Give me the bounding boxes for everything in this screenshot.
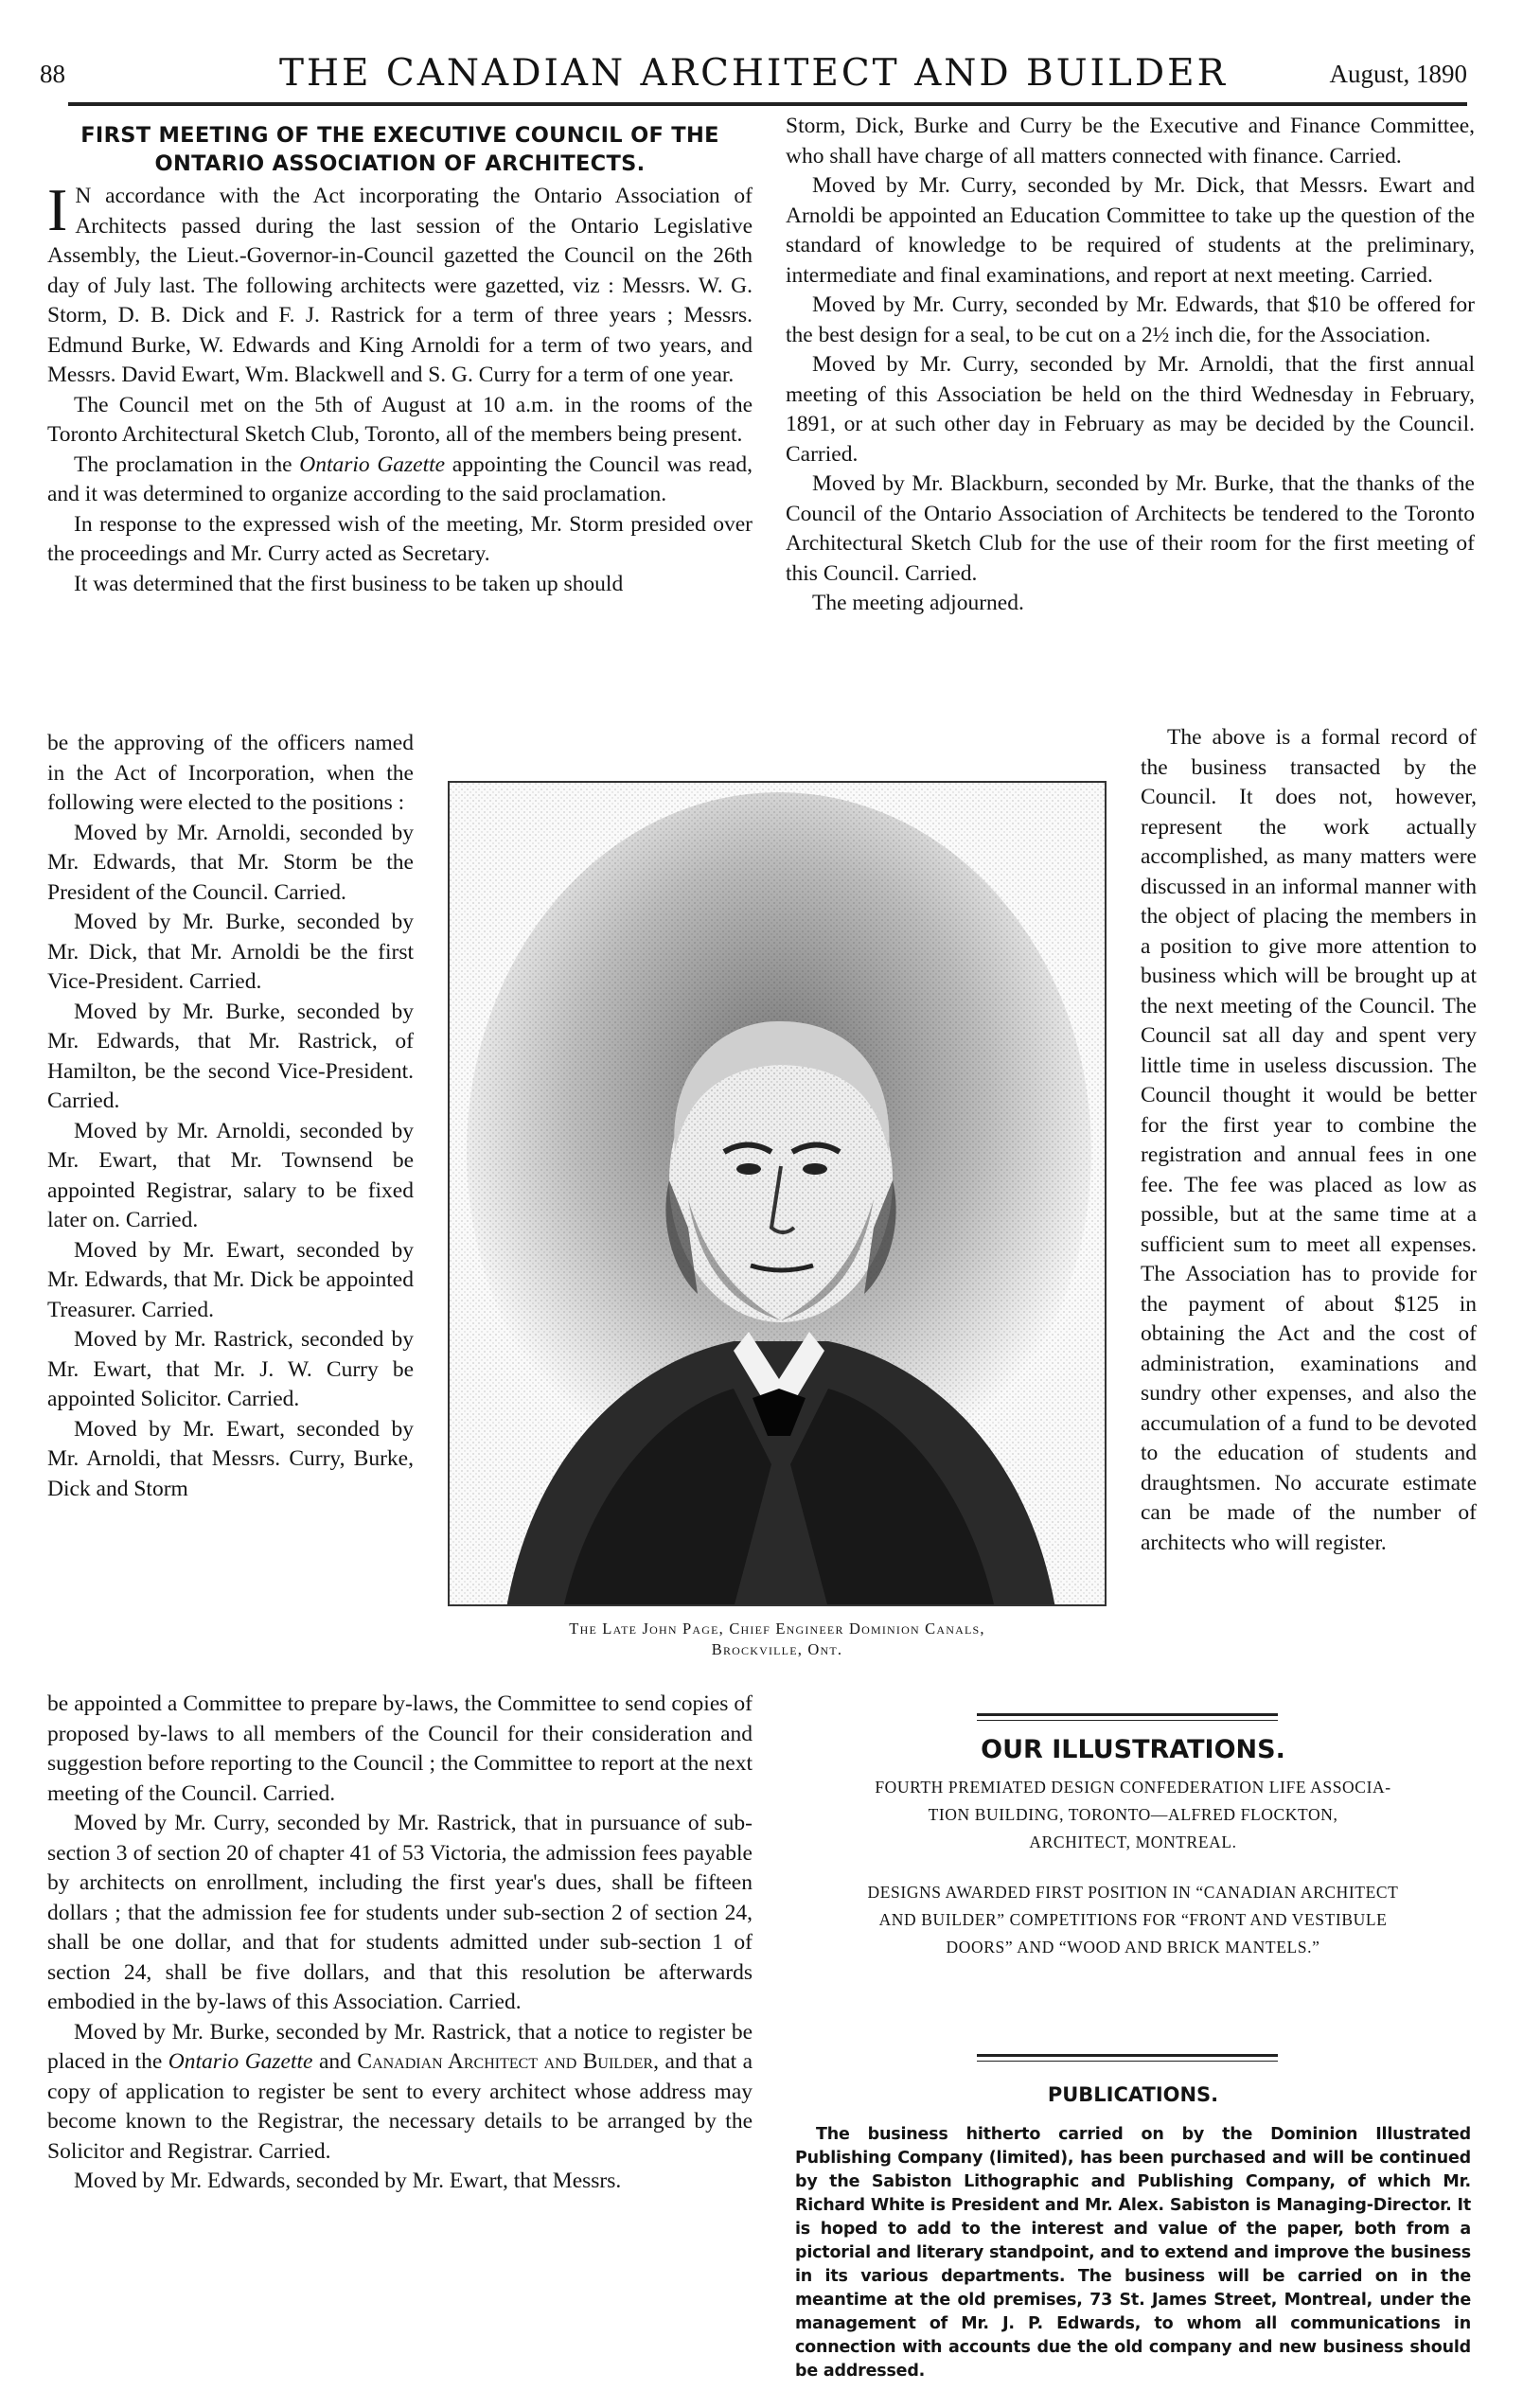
- motion-executive-cont: Storm, Dick, Burke and Curry be the Executive and Finance Committee, who shall have charge of all matters connected with finance. Carried.: [786, 114, 1475, 168]
- smallcaps-journal: Canadian Architect and Builder: [357, 2049, 654, 2074]
- issue-date: August, 1890: [1329, 60, 1467, 88]
- article-left-bottom: [47, 1690, 753, 2197]
- motion-annual-meeting: Moved by Mr. Curry, seconded by Mr. Arnoldi, that the first annual meeting of this Association be held on the third Wednesday in February, 1891, or at such other day in February as may be decided by the Council. Carried.: [786, 352, 1475, 467]
- motion-registrar: Moved by Mr. Arnoldi, seconded by Mr. Ewart, that Mr. Townsend be appointed Registrar, salary to be fixed later on. Carried.: [47, 1118, 414, 1232]
- portrait-image: [450, 783, 1107, 1606]
- headline-line-1: FIRST MEETING OF THE EXECUTIVE COUNCIL OF THE: [80, 123, 719, 148]
- article-right-wrap: [1141, 723, 1477, 1558]
- article-left-column: [47, 121, 753, 599]
- paragraph-intro-text: N accordance with the Act incorporating the Ontario Association of Architects passed during the last session of the Ontario Legislative Assembly, the Lieut.-Governor-in-Council gazetted the Council on the 26th day of July last. The following architects were gazetted, viz : Messrs. W. G. Storm, D. B. Dick and F. J. Rastrick for a term of three years ; Messrs. Edmund Burke, W. Edwards and King Arnoldi for a term of two years, and Messrs. David Ewart, Wm. Blackwell and S. G. Curry for a term of one year.: [47, 184, 753, 387]
- portrait-caption: [435, 1619, 1119, 1660]
- text-run: Moved by Mr. Burke, seconded by Mr. Rastrick, that a notice to register be placed in the: [47, 2019, 753, 2074]
- editorial-remark: The above is a formal record of the business transacted by the Council. It does not, however, represent the work actually accomplished, as many matters were discussed in an informal manner with the object of placing the members in a position to give more attention to business which will be brought up at the next meeting of the Council. The Council sat all day and spent very little time in useless discussion. The Council thought it would be better for the first year to combine the registration and annual fees in one fee. The fee was placed as low as possible, but at the same time at a sufficient sum to meet all expenses. The Association has to provide for the payment of about $125 in obtaining the Act and the cost of administration, examinations and sundry other expenses, and also the accumulation of a fund to be devoted to the education of students and draughtsmen. No accurate estimate can be made of the number of architects who will register.: [1141, 725, 1477, 1555]
- motion-president: Moved by Mr. Arnoldi, seconded by Mr. Edwards, that Mr. Storm be the President of the Council. Carried.: [47, 820, 414, 905]
- item-2-line-3: DOORS” AND “WOOD AND BRICK MANTELS.”: [946, 1938, 1320, 1956]
- motion-committee-cont: be appointed a Committee to prepare by-laws, the Committee to send copies of proposed by-laws to all members of the Council for their consideration and suggestion before reporting to the Council ; the Committee to report at the next meeting of the Council. Carried.: [47, 1691, 753, 1806]
- headline-line-2: ONTARIO ASSOCIATION OF ARCHITECTS.: [154, 151, 646, 176]
- paragraph-intro: [47, 176, 753, 391]
- paragraph-proclamation: [47, 451, 753, 510]
- header-rule: [68, 102, 1467, 106]
- text-run: The proclamation in the: [74, 452, 300, 477]
- section-rule-top: [977, 1713, 1278, 1716]
- motion-education: Moved by Mr. Curry, seconded by Mr. Dick, that Messrs. Ewart and Arnoldi be appointed an Education Committee to take up the question of the standard of knowledge to be required of students at the preliminary, intermediate and final examinations, and report at next meeting. Carried.: [786, 173, 1475, 288]
- motion-vice-president-1: Moved by Mr. Burke, seconded by Mr. Dick, that Mr. Arnoldi be the first Vice-President. Carried.: [47, 910, 414, 994]
- motion-notice: [47, 2018, 753, 2168]
- item-1-line-1: FOURTH PREMIATED DESIGN CONFEDERATION LIFE ASSOCIA-: [875, 1778, 1391, 1797]
- motion-committee: Moved by Mr. Ewart, seconded by Mr. Arnoldi, that Messrs. Curry, Burke, Dick and Storm: [47, 1416, 414, 1501]
- motion-seal: Moved by Mr. Curry, seconded by Mr. Edwards, that $10 be offered for the best design for a seal, to be cut on a 2½ inch die, for the Association.: [786, 292, 1475, 347]
- article-headline: [47, 121, 753, 178]
- portrait-engraving: [448, 781, 1107, 1606]
- pub-rule-top: [977, 2054, 1278, 2057]
- article-left-wrap: [47, 729, 414, 1504]
- drop-cap: I: [47, 176, 68, 243]
- paragraph-determined: It was determined that the first business to be taken up should: [74, 571, 624, 596]
- motion-solicitor: Moved by Mr. Rastrick, seconded by Mr. Ewart, that Mr. J. W. Curry be appointed Solicitor. Carried.: [47, 1327, 414, 1411]
- motion-vice-president-2: Moved by Mr. Burke, seconded by Mr. Edwards, that Mr. Rastrick, of Hamilton, be the second Vice-President. Carried.: [47, 999, 414, 1113]
- motion-thanks: Moved by Mr. Blackburn, seconded by Mr. Burke, that the thanks of the Council of the Ontario Association of Architects be tendered to the Toronto Architectural Sketch Club for the use of their room for the first meeting of this Council. Carried.: [786, 471, 1475, 586]
- page-number: 88: [40, 60, 65, 88]
- paragraph-council-met: The Council met on the 5th of August at 10 a.m. in the rooms of the Toronto Architectural Sketch Club, Toronto, all of the members being present.: [47, 392, 753, 447]
- paragraph-presided: In response to the expressed wish of the meeting, Mr. Storm presided over the proceedings and Mr. Curry acted as Secretary.: [47, 511, 753, 566]
- item-2-line-2: AND BUILDER” COMPETITIONS FOR “FRONT AND VESTIBULE: [878, 1910, 1388, 1929]
- motion-treasurer: Moved by Mr. Ewart, seconded by Mr. Edwards, that Mr. Dick be appointed Treasurer. Carried.: [47, 1237, 414, 1322]
- illustrations-heading: OUR ILLUSTRATIONS.: [981, 1735, 1285, 1764]
- illustrations-item-2: [786, 1879, 1480, 1961]
- italic-gazette: Ontario Gazette: [299, 452, 446, 477]
- caption-line-1: The Late John Page, Chief Engineer Dominion Canals,: [569, 1620, 985, 1638]
- article-right-column: [786, 112, 1475, 619]
- meeting-adjourned: The meeting adjourned.: [812, 591, 1024, 615]
- publications-text: [795, 2123, 1471, 2383]
- item-2-line-1: DESIGNS AWARDED FIRST POSITION IN “CANADIAN ARCHITECT: [867, 1883, 1399, 1902]
- journal-title: THE CANADIAN ARCHITECT AND BUILDER: [279, 52, 1228, 95]
- paragraph-approving: be the approving of the officers named in the Act of Incorporation, when the following were elected to the positions :: [47, 731, 414, 815]
- motion-fees: Moved by Mr. Curry, seconded by Mr. Rastrick, that in pursuance of sub-section 3 of section 20 of chapter 41 of 53 Victoria, the admission fees payable by architects on enrollment, including the first year's dues, shall be fifteen dollars ; that the admission fee for students under sub-section 2 of section 24, shall be one dollar, and that for students admitted under sub-section 1 of section 24, shall be five dollars, and that this resolution be afterwards embodied in the by-laws of this Association. Carried.: [47, 1811, 753, 2014]
- publications-paragraph: The business hitherto carried on by the Dominion Illustrated Publishing Company (limited), has been purchased and will be continued by the Sabiston Lithographic and Publishing Company, of which Mr. Richard White is President and Mr. Alex. Sabiston is Managing-Director. It is hoped to add to the interest and value of the paper, both from a pictorial and literary standpoint, and to extend and improve the business in its various departments. The business will be carried on in the meantime at the old premises, 73 St. James Street, Montreal, under the management of Mr. J. P. Edwards, to whom all communications in connection with accounts due the old company and new business should be addressed.: [795, 2125, 1471, 2381]
- publications-heading: PUBLICATIONS.: [1047, 2083, 1219, 2106]
- text-run: and: [312, 2049, 358, 2074]
- section-rule-thin: [977, 1720, 1278, 1721]
- italic-gazette: Ontario Gazette: [168, 2049, 313, 2074]
- text-run: appointing the Council was read, and it was determined to organize according to the said proclamation.: [47, 452, 753, 506]
- item-1-line-2: TION BUILDING, TORONTO—ALFRED FLOCKTON,: [928, 1805, 1338, 1824]
- caption-line-2: Brockville, Ont.: [711, 1640, 843, 1658]
- pub-rule-thin: [977, 2061, 1278, 2062]
- motion-executive: Moved by Mr. Edwards, seconded by Mr. Ewart, that Messrs.: [74, 2169, 622, 2193]
- item-1-line-3: ARCHITECT, MONTREAL.: [1029, 1833, 1237, 1851]
- page-header: [40, 52, 1467, 105]
- text-run: , and that a copy of application to register be sent to every architect whose address may become known to the Registrar, the necessary details to be arranged by the Solicitor and Registrar. Carried.: [47, 2049, 753, 2164]
- illustrations-item-1: [786, 1774, 1480, 1856]
